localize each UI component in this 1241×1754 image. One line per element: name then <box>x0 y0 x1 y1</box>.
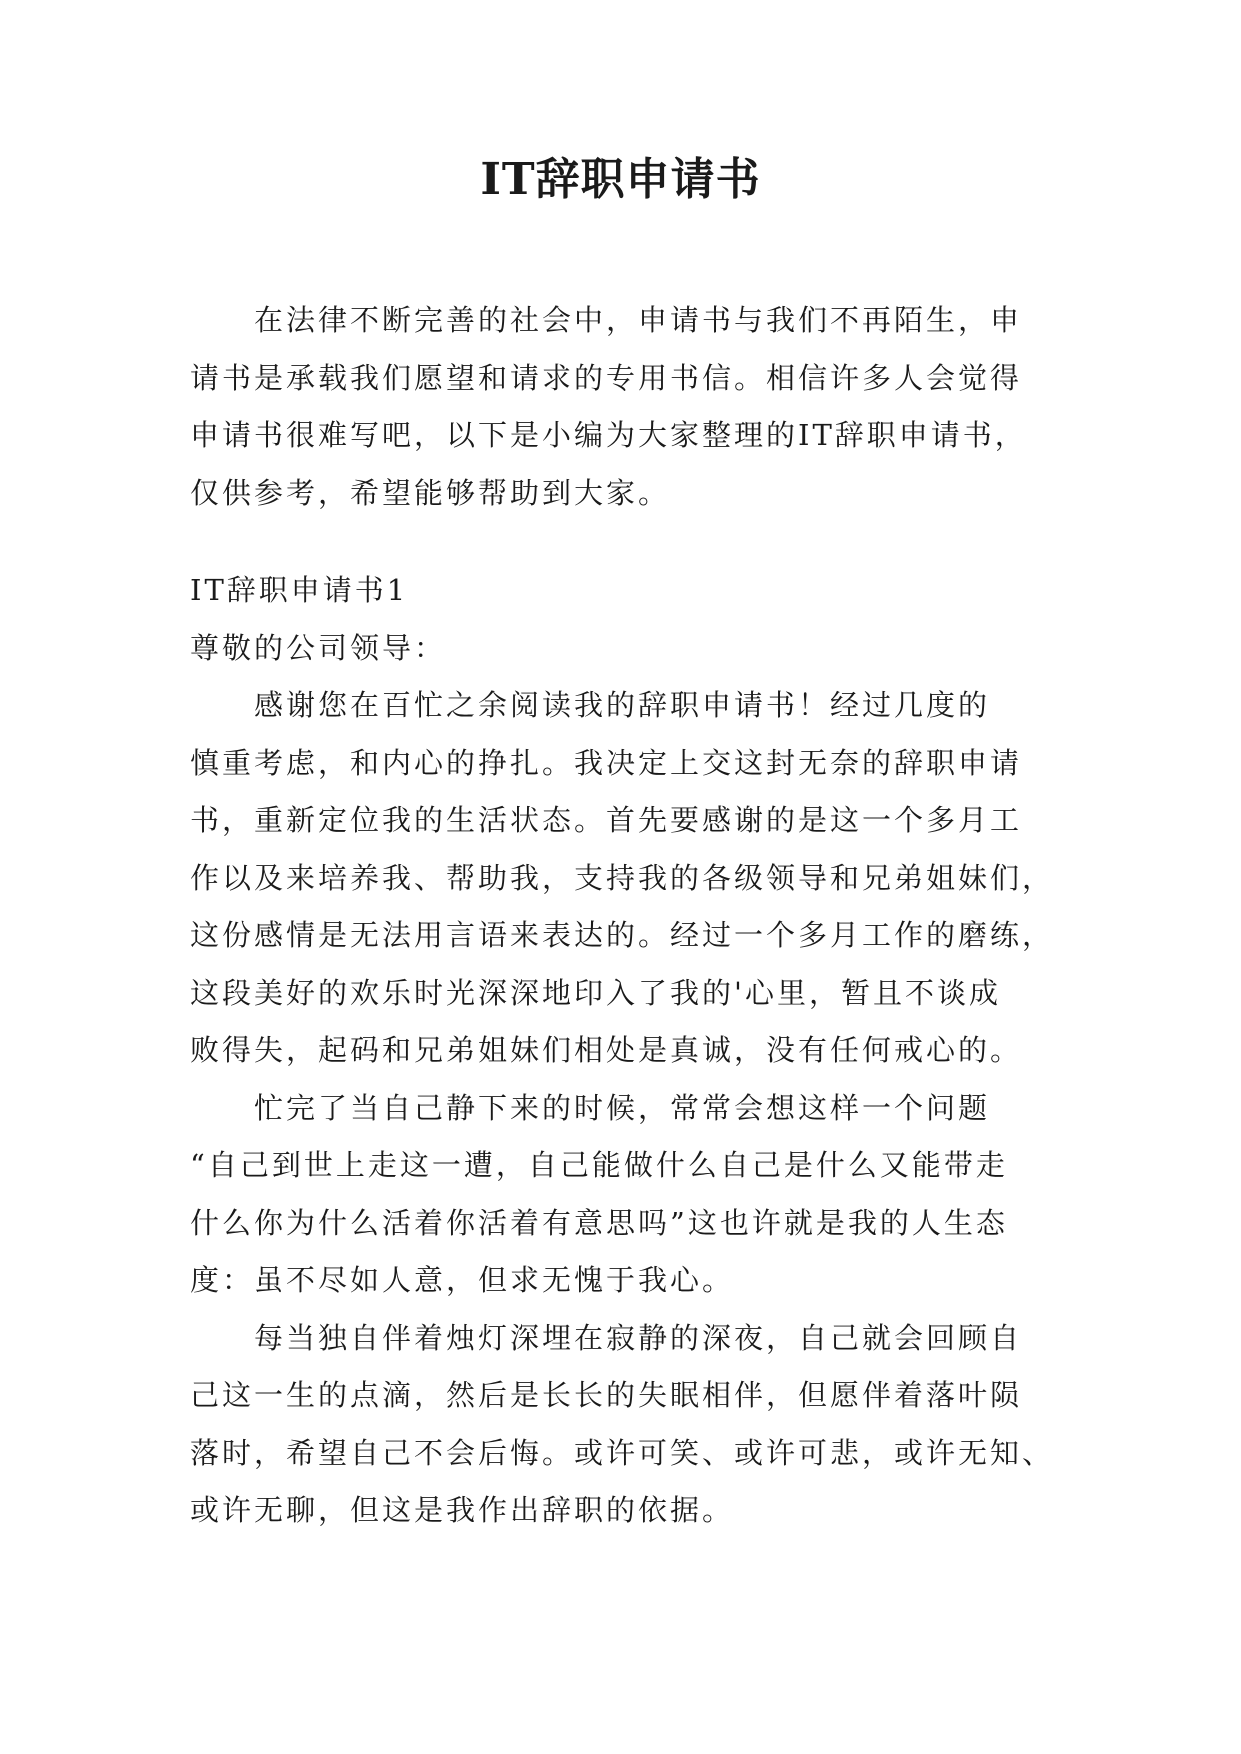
paragraph-line: 这份感情是无法用言语来表达的。经过一个多月工作的磨练， <box>190 918 1055 952</box>
paragraph-line: 感谢您在百忙之余阅读我的辞职申请书！经过几度的 <box>254 688 991 722</box>
paragraph-line: 度：虽不尽如人意，但求无愧于我心。 <box>190 1263 735 1297</box>
intro-line: 仅供参考，希望能够帮助到大家。 <box>190 475 671 510</box>
document-body <box>190 292 1055 1540</box>
section-heading: IT辞职申请书1 <box>190 573 409 607</box>
paragraph-line: 或许无聊，但这是我作出辞职的依据。 <box>190 1493 735 1527</box>
paragraph-line: 忙完了当自己静下来的时候，常常会想这样一个问题 <box>254 1090 991 1125</box>
paragraph-line: 慎重考虑，和内心的挣扎。我决定上交这封无奈的辞职申请 <box>190 745 1023 780</box>
paragraph-line: 己这一生的点滴，然后是长长的失眠相伴，但愿伴着落叶陨 <box>190 1378 1023 1412</box>
document-title: IT辞职申请书 <box>480 154 761 205</box>
letter-paragraph-1 <box>190 677 1055 1080</box>
intro-line: 在法律不断完善的社会中，申请书与我们不再陌生，申 <box>254 303 1023 337</box>
letter-paragraph-3 <box>190 1310 1055 1540</box>
paragraph-gap <box>190 522 1050 562</box>
paragraph-line: 落时，希望自己不会后悔。或许可笑、或许可悲，或许无知、 <box>190 1435 1055 1470</box>
salutation: 尊敬的公司领导： <box>190 630 447 665</box>
paragraph-line: 这段美好的欢乐时光深深地印入了我的'心里，暂且不谈成 <box>190 975 1001 1010</box>
paragraph-line: 作以及来培养我、帮助我，支持我的各级领导和兄弟姐妹们， <box>190 860 1055 895</box>
paragraph-line: 什么你为什么活着你活着有意思吗”这也许就是我的人生态 <box>190 1205 1008 1240</box>
paragraph-line: “自己到世上走这一遭，自己能做什么自己是什么又能带走 <box>190 1148 1008 1182</box>
letter-paragraph-2 <box>190 1080 1050 1310</box>
intro-paragraph <box>190 292 1050 522</box>
paragraph-line: 败得失，起码和兄弟姐妹们相处是真诚，没有任何戒心的。 <box>190 1033 1023 1067</box>
paragraph-line: 书，重新定位我的生活状态。首先要感谢的是这一个多月工 <box>190 803 1023 837</box>
intro-line: 请书是承载我们愿望和请求的专用书信。相信许多人会觉得 <box>190 360 1023 395</box>
paragraph-line: 每当独自伴着烛灯深埋在寂静的深夜，自己就会回顾自 <box>254 1320 1023 1355</box>
intro-line: 申请书很难写吧，以下是小编为大家整理的IT辞职申请书， <box>190 418 1027 452</box>
